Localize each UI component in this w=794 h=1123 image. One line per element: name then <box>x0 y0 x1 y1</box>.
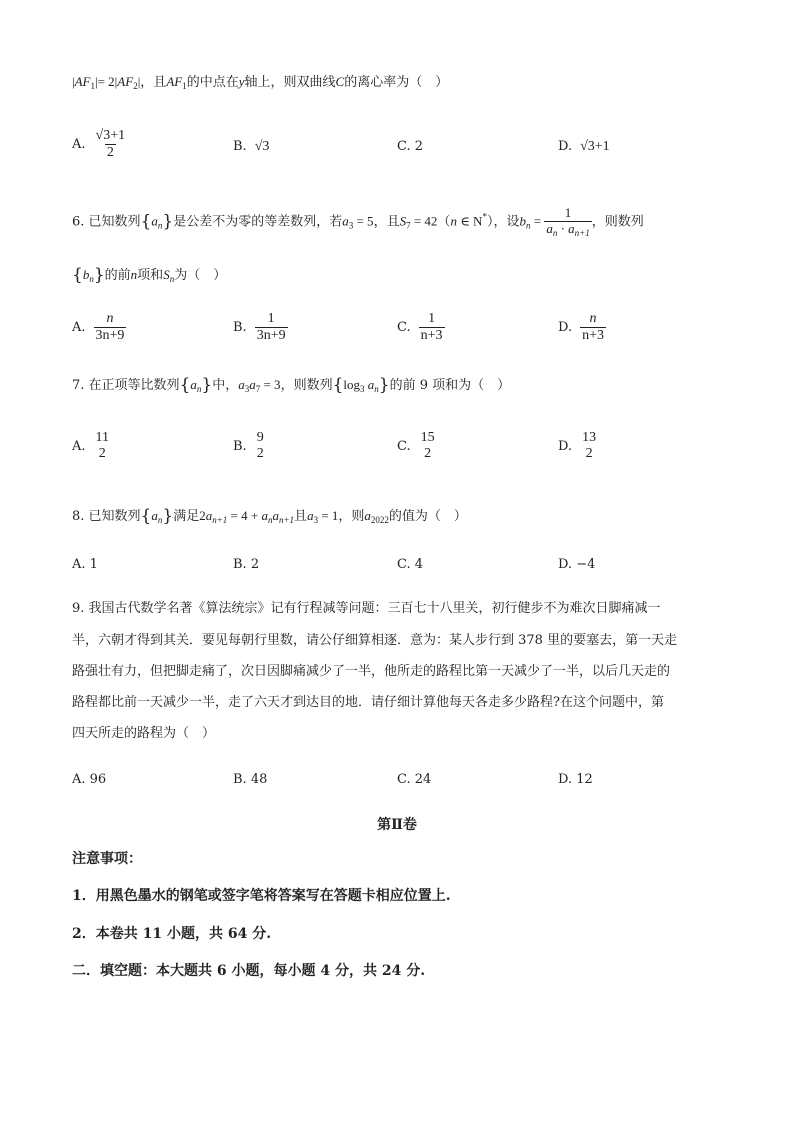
q6-option-a[interactable]: A. $\frac{n}{3n+9}$ <box>72 311 125 344</box>
note-2: 2．本卷共 11 小题，共 64 分. <box>72 926 272 942</box>
q9-option-d[interactable]: D. 12 <box>558 772 593 787</box>
q5-option-b[interactable]: B. √3 <box>233 139 270 154</box>
section-title: 第Ⅱ卷 <box>377 817 417 833</box>
q8-option-b[interactable]: B. 2 <box>233 557 260 572</box>
q6-stem-line1: 6. 已知数列$\{a_n\}$是公差不为零的等差数列，若$a_3 = 5$，且$S_7 = 42(n$ ∈ N*），设$b_n$ = $\frac{1}{a_n \cdot a_{n+1}}$ ，则数列 <box>72 205 644 238</box>
q7-option-d[interactable]: D. 13 2 <box>558 430 597 462</box>
q5-a-numerator: √3+1 <box>95 128 126 143</box>
q9-line2: 半，六朝才得到其关．要见每朝行里数，请公仔细算相逐．意为：某人步行到 378 里的要塞去，第一天走 <box>72 633 678 648</box>
q7-option-b[interactable]: B. 9 2 <box>233 430 264 462</box>
q9-line3: 路强壮有力，但把脚走痛了，次日因脚痛减少了一半，他所走的路程比第一天减少了一半，以后几天走的 <box>72 664 671 679</box>
q9-line5: 四天所走的路程为（ ） <box>72 726 216 741</box>
q5-option-c[interactable]: C. 2 <box>397 139 424 154</box>
q5-option-a[interactable]: A. $\frac{√3+1}{2}$ <box>72 128 126 161</box>
q9-option-c[interactable]: C. 24 <box>397 772 432 787</box>
q7-option-a[interactable]: A. 11 2 <box>72 430 110 462</box>
q9-option-b[interactable]: B. 48 <box>233 772 268 787</box>
q8-option-c[interactable]: C. 4 <box>397 557 424 572</box>
q6-option-b[interactable]: B. $\frac{1}{3n+9}$ <box>233 311 286 344</box>
q9-option-a[interactable]: A. 96 <box>72 772 107 787</box>
q9-line1: 9. 我国古代数学名著《算法统宗》记有行程减等问题：三百七十八里关，初行健步不为难次日脚痛减一 <box>72 601 661 616</box>
q6-option-c[interactable]: C. $\frac{1}{n+3}$ <box>397 311 443 344</box>
q6-stem-line2: $\{b_n\}$的前n项和$S_n$为（ ） <box>72 265 227 285</box>
q5-stem-tail: $|AF_1|= 2|AF_2|$，且$AF_1$的中点在y轴上，则双曲线C的离心率为（ ） <box>72 74 449 91</box>
q9-line4: 路程都比前一天减少一半，走了六天才到达目的地．请仔细计算他每天各走多少路程?在这个问题中，第 <box>72 695 664 710</box>
part-2-heading: 二．填空题：本大题共 6 小题，每小题 4 分，共 24 分. <box>72 963 426 979</box>
q8-option-a[interactable]: A. 1 <box>72 557 98 572</box>
q7-option-c[interactable]: C. 15 2 <box>397 430 435 462</box>
note-1: 1．用黑色墨水的钢笔或签字笔将答案写在答题卡相应位置上. <box>72 888 451 904</box>
q8-stem: 8. 已知数列$\{a_n\}$满足$2a_{n+1} = 4 + a_na_{n+1}$且$a_3 = 1$，则$a_{2022}$的值为（ ） <box>72 506 467 526</box>
q6-option-d[interactable]: D. $\frac{n}{n+3}$ <box>558 311 604 344</box>
q8-option-d[interactable]: D. −4 <box>558 557 596 572</box>
q7-stem: 7. 在正项等比数列$\{a_n\}$中，$a_3a_7 = 3$，则数列{$\log_3$ $a_n$}的前 9 项和为（ ） <box>72 375 511 395</box>
q5-option-d[interactable]: D. √3+1 <box>558 139 610 154</box>
notes-heading: 注意事项： <box>72 851 142 867</box>
